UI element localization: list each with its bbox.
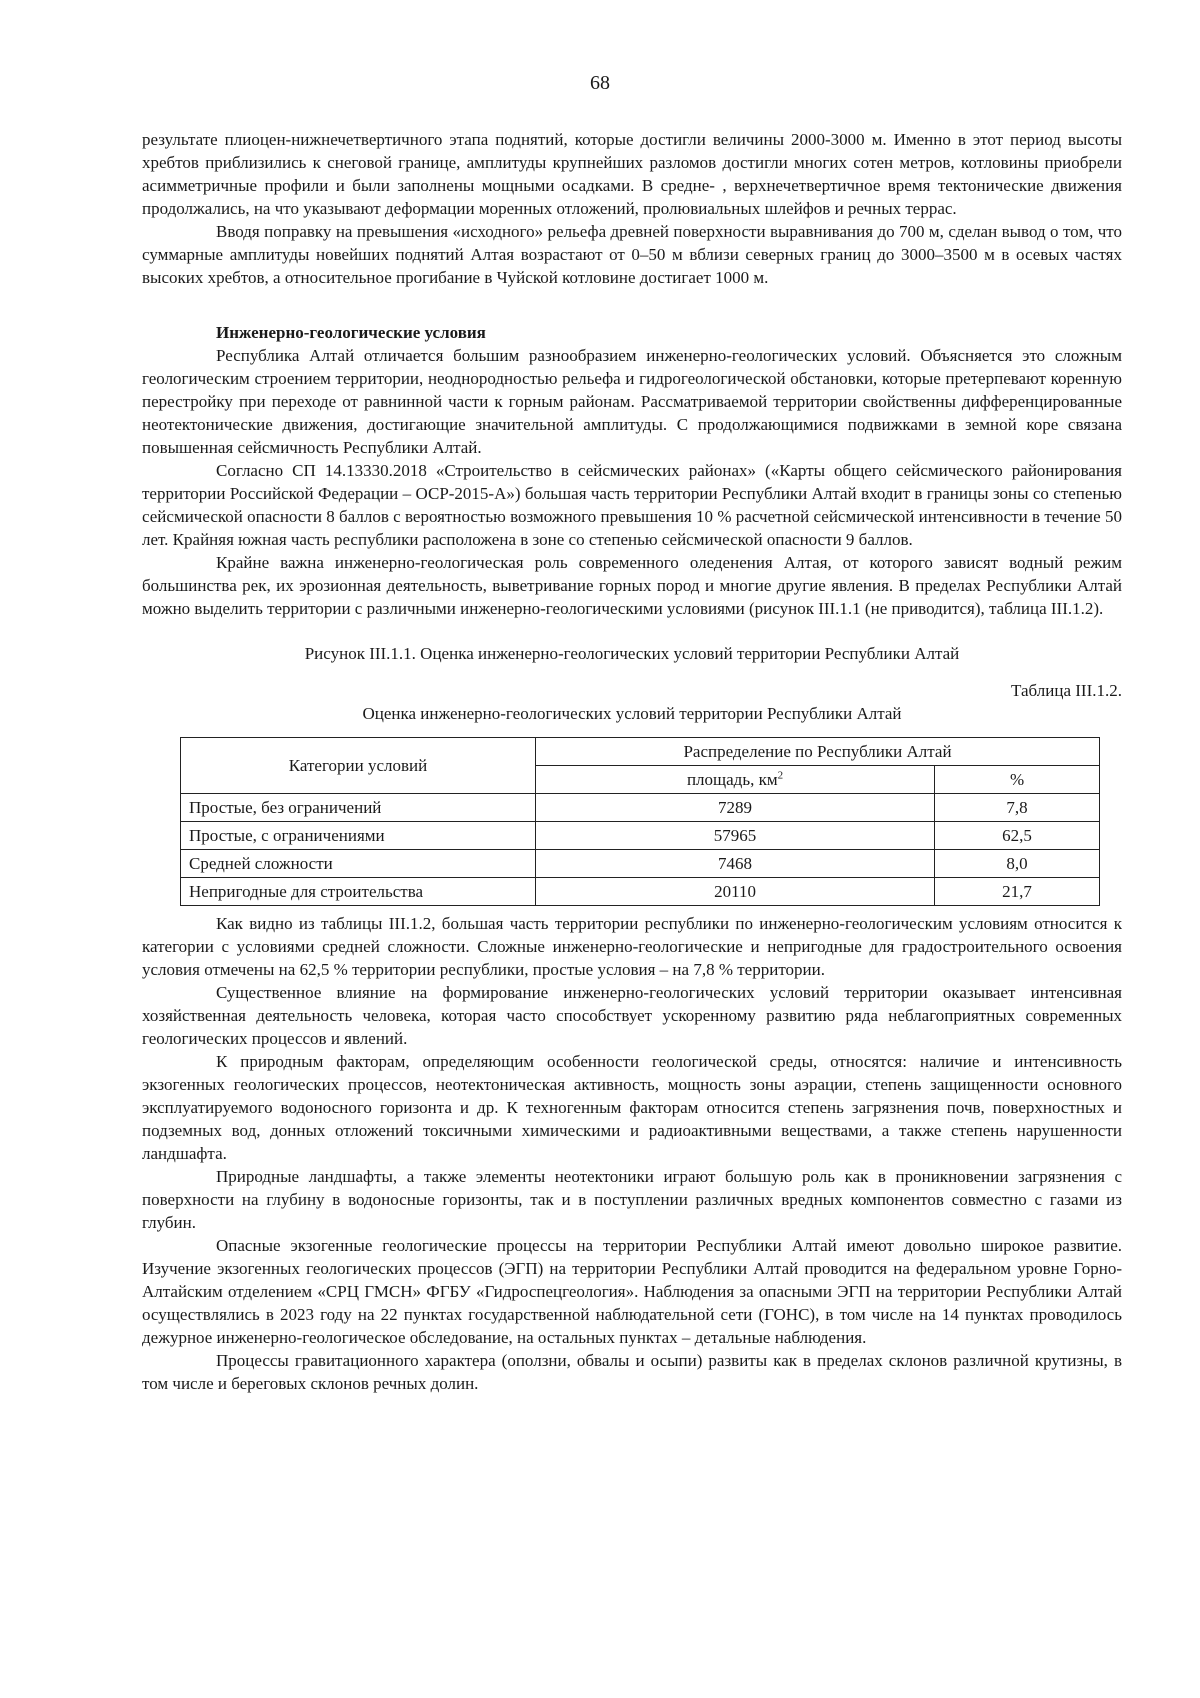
header-area [536, 766, 935, 794]
section-heading: Инженерно-геологические условия [216, 323, 486, 342]
paragraph: Согласно СП 14.13330.2018 «Строительство в сейсмических районах» («Карты общего сейсмического районирования территории Российской Федерации – ОСР-2015-А») большая часть территории Республики Алтай входит в границы зоны со степенью сейсмической опасности 8 баллов с вероятностью возможного превышения 10 % расчетной сейсмической интенсивности в течение 50 лет. Крайняя южная часть республики расположена в зоне со степенью сейсмической опасности 9 баллов. [142, 461, 1122, 549]
paragraph: Существенное влияние на формирование инженерно-геологических условий территории оказывает интенсивная хозяйственная деятельность человека, которая часто способствует ускоренному развитию ряда неблагоприятных современных геологических процессов и явлений. [142, 983, 1122, 1048]
paragraph: Республика Алтай отличается большим разнообразием инженерно-геологических условий. Объясняется это сложным геологическим строением территории, неоднородностью рельефа и гидрогеологической обстановки, которые претерпевают коренную перестройку при переходе от равнинной части к горным районам. Рассматриваемой территории свойственны дифференцированные неотектонические движения, достигающие значительной амплитуды. С продолжающимися подвижками в земной коре связана повышенная сейсмичность Республики Алтай. [142, 346, 1122, 457]
paragraph: Как видно из таблицы III.1.2, большая часть территории республики по инженерно-геологическим условиям относится к категории с условиями средней сложности. Сложные инженерно-геологические и непригодные для градостроительного освоения условия отмечены на 62,5 % территории республики, простые условия – на 7,8 % территории. [142, 914, 1122, 979]
table-row [181, 822, 1100, 850]
header-percent: % [935, 766, 1100, 794]
paragraph: Крайне важна инженерно-геологическая роль современного оледенения Алтая, от которого зависят водный режим большинства рек, их эрозионная деятельность, выветривание горных пород и многие другие явления. В пределах Республики Алтай можно выделить территории с различными инженерно-геологическими условиями (рисунок III.1.1 (не приводится), таблица III.1.2). [142, 553, 1122, 618]
header-area-sup: 2 [777, 769, 784, 782]
document-body [142, 128, 1122, 1395]
paragraph: Природные ландшафты, а также элементы неотектоники играют большую роль как в проникновении загрязнения с поверхности на глубину в водоносные горизонты, так и в поступлении различных вредных компонентов совместно с газами из глубин. [142, 1167, 1122, 1232]
paragraph: результате плиоцен-нижнечетвертичного этапа поднятий, которые достигли величины 2000-3000 м. Именно в этот период высоты хребтов приблизились к снеговой границе, амплитуды крупнейших разломов достигли многих сотен метров, котловины приобрели асимметричные профили и были заполнены мощными осадками. В средне- , верхнечетвертичное время тектонические движения продолжались, на что указывают деформации моренных отложений, пролювиальных шлейфов и речных террас. [142, 130, 1122, 218]
paragraph: Опасные экзогенные геологические процессы на территории Республики Алтай имеют довольно широкое развитие. Изучение экзогенных геологических процессов (ЭГП) на территории Республики Алтай проводится на федеральном уровне Горно-Алтайским отделением «СРЦ ГМСН» ФГБУ «Гидроспецгеология». Наблюдения за опасными ЭГП на территории Республики Алтай осуществлялись в 2023 году на 22 пунктах государственной наблюдательной сети (ГОНС), в том числе на 14 пунктах проводилось дежурное инженерно-геологическое обследование, на остальных пунктах – детальные наблюдения. [142, 1236, 1122, 1347]
paragraph: Вводя поправку на превышения «исходного» рельефа древней поверхности выравнивания до 700 м, сделан вывод о том, что суммарные амплитуды новейших поднятий Алтая возрастают от 0–50 м вблизи северных границ до 3000–3500 м в осевых частях высоких хребтов, а относительное прогибание в Чуйской котловине достигает 1000 м. [142, 222, 1122, 287]
cell-percent: 8,0 [935, 850, 1100, 878]
cell-percent: 62,5 [935, 822, 1100, 850]
paragraph: Процессы гравитационного характера (оползни, обвалы и осыпи) развиты как в пределах склонов различной крутизны, в том числе и береговых склонов речных долин. [142, 1351, 1122, 1393]
table-row [181, 850, 1100, 878]
cell-category: Средней сложности [181, 850, 536, 878]
cell-area: 57965 [536, 822, 935, 850]
cell-category: Непригодные для строительства [181, 878, 536, 906]
table-header-row [181, 738, 1100, 766]
table-title: Оценка инженерно-геологических условий территории Республики Алтай [362, 704, 902, 723]
header-distribution: Распределение по Республики Алтай [536, 738, 1100, 766]
header-category: Категории условий [181, 738, 536, 794]
table-row [181, 794, 1100, 822]
page-number: 68 [590, 72, 610, 94]
cell-category: Простые, с ограничениями [181, 822, 536, 850]
table-row [181, 878, 1100, 906]
figure-caption: Рисунок III.1.1. Оценка инженерно-геологических условий территории Республики Алтай [304, 644, 960, 663]
table-label: Таблица III.1.2. [1011, 681, 1122, 700]
cell-percent: 21,7 [935, 878, 1100, 906]
cell-percent: 7,8 [935, 794, 1100, 822]
cell-area: 7468 [536, 850, 935, 878]
cell-area: 20110 [536, 878, 935, 906]
paragraph: К природным факторам, определяющим особенности геологической среды, относятся: наличие и интенсивность экзогенных геологических процессов, неотектоническая активность, мощность зоны аэрации, степень защищенности основного эксплуатируемого водоносного горизонта и др. К техногенным факторам относится степень загрязнения почв, поверхностных и подземных вод, донных отложений токсичными химическими и радиоактивными веществами, а также степень нарушенности ландшафта. [142, 1052, 1122, 1163]
conditions-table [180, 737, 1100, 906]
header-area-label: площадь, км [686, 770, 778, 789]
cell-category: Простые, без ограничений [181, 794, 536, 822]
cell-area: 7289 [536, 794, 935, 822]
